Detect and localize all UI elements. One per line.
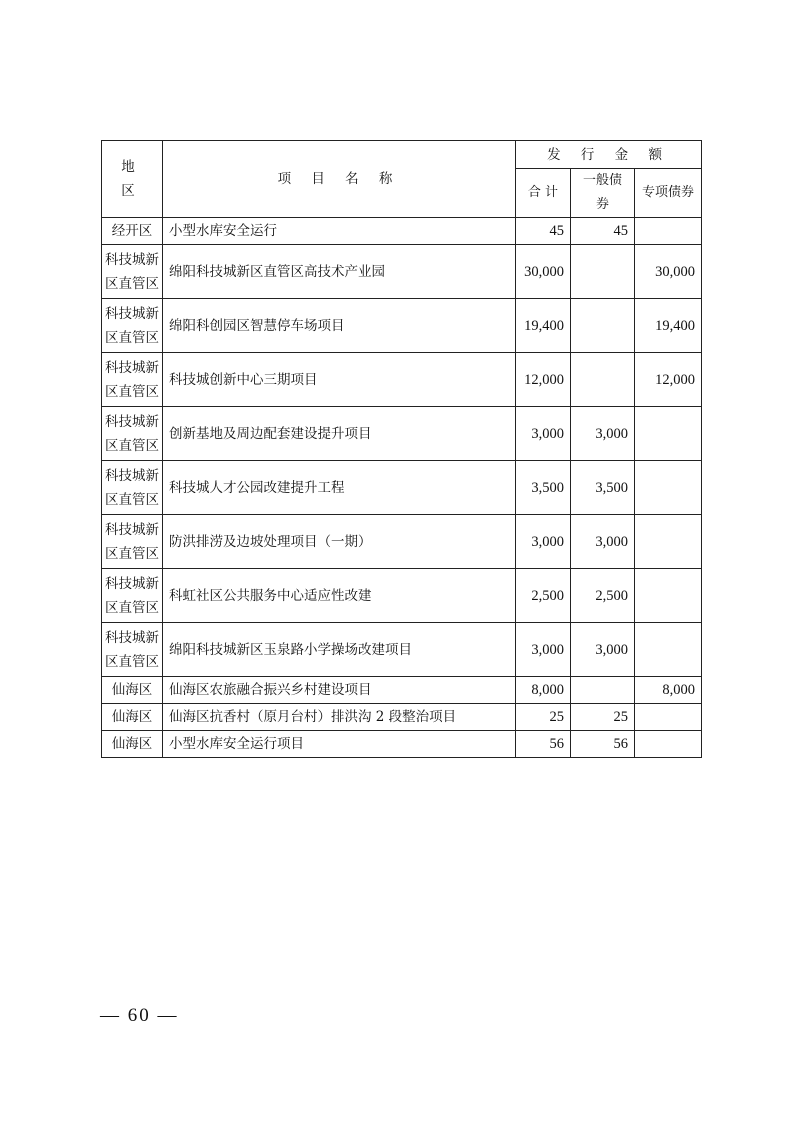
total-amount-cell: 25 [516, 704, 571, 731]
region-text: 仙海区 [111, 682, 153, 698]
general-bond-cell: 3,000 [571, 623, 635, 677]
region-cell [102, 623, 163, 677]
region-text: 科技城新 区直管区 [105, 575, 159, 616]
table-row [102, 704, 702, 731]
general-bond-cell: 3,000 [571, 407, 635, 461]
total-amount-cell: 12,000 [516, 353, 571, 407]
table-row [102, 731, 702, 758]
general-bond-cell: 2,500 [571, 569, 635, 623]
table-body [102, 218, 702, 758]
special-bond-cell: 19,400 [635, 299, 702, 353]
region-text: 科技城新 区直管区 [105, 629, 159, 670]
total-amount-cell: 56 [516, 731, 571, 758]
project-name-cell: 绵阳科技城新区直管区高技术产业园 [163, 245, 516, 299]
page-number: — 60 — [100, 1005, 179, 1026]
header-special-bond: 专项债券 [635, 169, 702, 218]
project-name-cell: 创新基地及周边配套建设提升项目 [163, 407, 516, 461]
special-bond-cell [635, 704, 702, 731]
special-bond-cell [635, 569, 702, 623]
header-region: 地 区 [102, 141, 163, 218]
region-text: 科技城新 区直管区 [105, 305, 159, 346]
header-issuance-amount: 发 行 金 额 [516, 141, 702, 169]
general-bond-cell: 3,000 [571, 515, 635, 569]
region-cell [102, 299, 163, 353]
general-bond-cell: 25 [571, 704, 635, 731]
header-general-bond: 一般债券 [571, 169, 635, 218]
region-text: 科技城新 区直管区 [105, 467, 159, 508]
special-bond-cell: 8,000 [635, 677, 702, 704]
special-bond-cell: 12,000 [635, 353, 702, 407]
region-cell [102, 515, 163, 569]
total-amount-cell: 45 [516, 218, 571, 245]
region-text: 科技城新 区直管区 [105, 413, 159, 454]
project-name-cell: 科技城人才公园改建提升工程 [163, 461, 516, 515]
region-text: 科技城新 区直管区 [105, 521, 159, 562]
special-bond-cell [635, 218, 702, 245]
region-cell [102, 569, 163, 623]
table-row [102, 245, 702, 299]
region-cell [102, 407, 163, 461]
table-row [102, 461, 702, 515]
table-row [102, 515, 702, 569]
total-amount-cell: 3,000 [516, 515, 571, 569]
general-bond-cell: 3,500 [571, 461, 635, 515]
region-text: 仙海区 [111, 709, 153, 725]
header-total: 合 计 [516, 169, 571, 218]
general-bond-cell [571, 245, 635, 299]
table-row [102, 218, 702, 245]
project-name-cell: 防洪排涝及边坡处理项目（一期） [163, 515, 516, 569]
project-name-cell: 仙海区农旅融合振兴乡村建设项目 [163, 677, 516, 704]
special-bond-cell [635, 407, 702, 461]
region-cell [102, 461, 163, 515]
region-text: 仙海区 [111, 736, 153, 752]
header-project-name: 项 目 名 称 [163, 141, 516, 218]
project-name-cell: 绵阳科创园区智慧停车场项目 [163, 299, 516, 353]
total-amount-cell: 8,000 [516, 677, 571, 704]
project-name-cell: 小型水库安全运行项目 [163, 731, 516, 758]
special-bond-cell [635, 515, 702, 569]
region-cell [102, 704, 163, 731]
project-name-cell: 绵阳科技城新区玉泉路小学操场改建项目 [163, 623, 516, 677]
table-row [102, 569, 702, 623]
table-row [102, 299, 702, 353]
region-text: 科技城新 区直管区 [105, 359, 159, 400]
region-cell [102, 731, 163, 758]
region-cell [102, 353, 163, 407]
table-row [102, 677, 702, 704]
project-name-cell: 科技城创新中心三期项目 [163, 353, 516, 407]
project-name-cell: 仙海区抗香村（原月台村）排洪沟 2 段整治项目 [163, 704, 516, 731]
special-bond-cell [635, 731, 702, 758]
general-bond-cell [571, 353, 635, 407]
table-row [102, 623, 702, 677]
table-row [102, 353, 702, 407]
region-cell [102, 218, 163, 245]
general-bond-cell [571, 677, 635, 704]
region-cell [102, 245, 163, 299]
special-bond-cell [635, 461, 702, 515]
general-bond-cell: 45 [571, 218, 635, 245]
table-row [102, 407, 702, 461]
general-bond-cell: 56 [571, 731, 635, 758]
total-amount-cell: 2,500 [516, 569, 571, 623]
general-bond-cell [571, 299, 635, 353]
special-bond-cell [635, 623, 702, 677]
total-amount-cell: 3,500 [516, 461, 571, 515]
bond-issuance-table [101, 140, 702, 758]
total-amount-cell: 3,000 [516, 407, 571, 461]
region-cell [102, 677, 163, 704]
special-bond-cell: 30,000 [635, 245, 702, 299]
total-amount-cell: 30,000 [516, 245, 571, 299]
region-text: 经开区 [111, 223, 153, 239]
total-amount-cell: 3,000 [516, 623, 571, 677]
project-name-cell: 小型水库安全运行 [163, 218, 516, 245]
total-amount-cell: 19,400 [516, 299, 571, 353]
project-name-cell: 科虹社区公共服务中心适应性改建 [163, 569, 516, 623]
region-text: 科技城新 区直管区 [105, 251, 159, 292]
